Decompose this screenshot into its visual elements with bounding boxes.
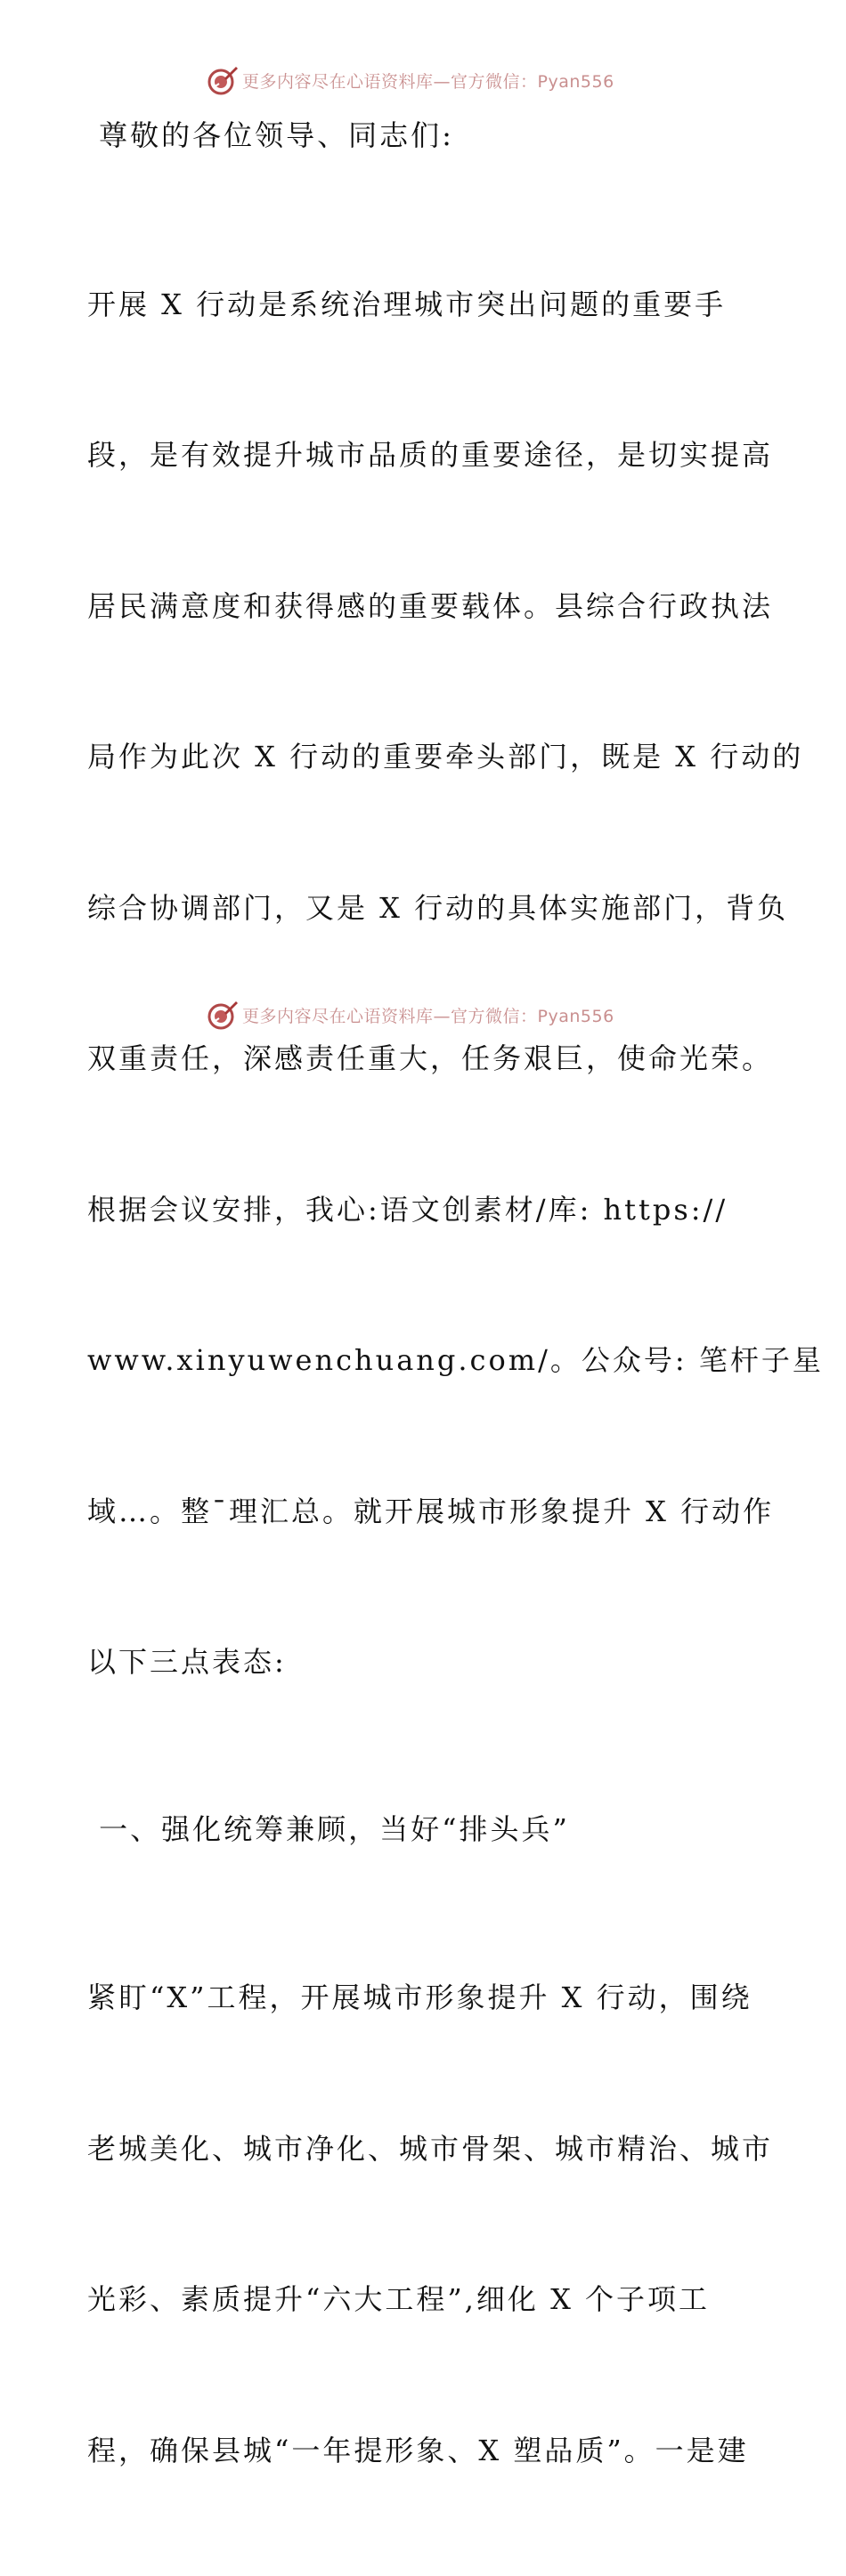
paragraph-section-one	[87, 1872, 774, 2576]
text-line: 老城美化、城市净化、城市骨架、城市精治、城市	[87, 2131, 774, 2166]
text-line: 根据会议安排，我心:语文创素材/库: https://	[87, 1192, 728, 1227]
text-line: www.xinyuwenchuang.com/。公众号: 笔杆子星	[87, 1343, 824, 1377]
document-body	[87, 110, 824, 2576]
text-line: 域…。整¯理汇总。就开展城市形象提升 X 行动作	[87, 1494, 775, 1528]
text-line: 开展 X 行动是系统治理城市突出问题的重要手	[87, 287, 727, 321]
text-line: 局作为此次 X 行动的重要牵头部门，既是 X 行动的	[87, 740, 804, 774]
text-line: 程，确保县城“一年提形象、X 塑品质”。一是建	[87, 2433, 749, 2467]
pen-logo-icon	[207, 64, 239, 96]
text-line: 居民满意度和获得感的重要载体。县综合行政执法	[87, 588, 774, 623]
pen-logo-icon	[207, 999, 239, 1031]
watermark-text: 更多内容尽在心语资料库—官方微信：Pyan556	[242, 1006, 614, 1026]
watermark-text: 更多内容尽在心语资料库—官方微信：Pyan556	[242, 71, 614, 92]
text-line: 综合协调部门，又是 X 行动的具体实施部门，背负	[87, 890, 789, 925]
text-line: 光彩、素质提升“六大工程”,细化 X 个子项工	[87, 2282, 711, 2316]
text-line: 段，是有效提升城市品质的重要途径，是切实提高	[87, 438, 774, 472]
text-line: 紧盯“X”工程，开展城市形象提升 X 行动，围绕	[87, 1981, 752, 2014]
greeting-line: 尊敬的各位领导、同志们:	[87, 118, 454, 152]
paragraph-intro	[87, 179, 824, 1788]
footer-watermark	[207, 999, 652, 1031]
header-watermark	[207, 64, 652, 96]
section-heading: 一、强化统筹兼顾，当好“排头兵”	[87, 1811, 570, 1846]
text-line: 双重责任，深感责任重大，任务艰巨，使命光荣。	[87, 1041, 774, 1075]
text-line: 以下三点表态:	[87, 1645, 287, 1679]
